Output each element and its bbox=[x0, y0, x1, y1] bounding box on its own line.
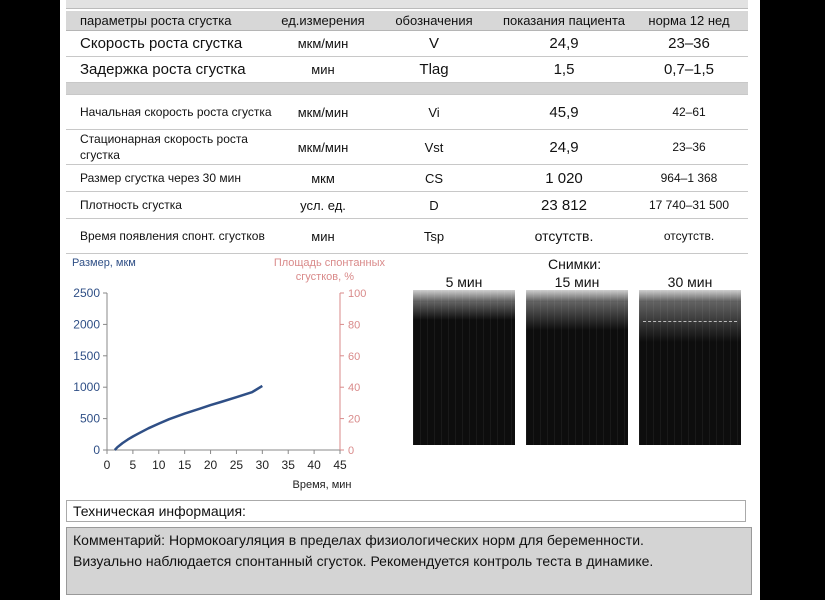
header-symbol: обозначения bbox=[370, 11, 498, 31]
param-unit: мкм bbox=[276, 165, 370, 192]
y-tick-label: 0 bbox=[93, 443, 100, 457]
param-symbol: Vst bbox=[370, 130, 498, 165]
table-row bbox=[66, 57, 748, 83]
table-separator bbox=[66, 83, 748, 95]
x-tick-label: 0 bbox=[103, 458, 111, 472]
table-row bbox=[66, 165, 748, 192]
param-name: Размер сгустка через 30 мин bbox=[66, 165, 276, 192]
param-norm: 42–61 bbox=[630, 95, 748, 130]
param-name: Стационарная скорость роста сгустка bbox=[66, 130, 276, 165]
param-unit: мин bbox=[276, 219, 370, 254]
table-row bbox=[66, 219, 748, 254]
y-axis-label: Размер, мкм bbox=[72, 257, 136, 269]
table-row bbox=[66, 31, 748, 57]
series-line bbox=[115, 386, 262, 450]
y2-tick-label: 20 bbox=[348, 413, 361, 426]
snapshot-image-30 bbox=[639, 290, 741, 445]
param-name: Скорость роста сгустка bbox=[66, 31, 276, 57]
param-name: Начальная скорость роста сгустка bbox=[66, 95, 276, 130]
y2-tick-label: 80 bbox=[348, 319, 361, 332]
param-name: Время появления спонт. сгустков bbox=[66, 219, 276, 254]
params-table bbox=[66, 11, 748, 254]
y2-axis-label-line1: Площадь спонтанных bbox=[273, 257, 385, 269]
snapshot-label-30: 30 мин bbox=[667, 274, 713, 290]
table-row bbox=[66, 192, 748, 219]
chart-svg bbox=[60, 250, 390, 495]
param-norm: 23–36 bbox=[630, 31, 748, 57]
param-unit: мкм/мин bbox=[276, 130, 370, 165]
top-strip bbox=[66, 0, 748, 9]
header-unit: ед.измерения bbox=[276, 11, 370, 31]
param-norm: 0,7–1,5 bbox=[630, 57, 748, 83]
y-tick-label: 2000 bbox=[73, 317, 100, 332]
param-symbol: Vi bbox=[370, 95, 498, 130]
y2-tick-label: 40 bbox=[348, 382, 361, 395]
x-tick-label: 15 bbox=[177, 458, 192, 472]
x-tick-label: 5 bbox=[129, 458, 137, 472]
header-norm: норма 12 нед bbox=[630, 11, 748, 31]
table-header-row bbox=[66, 11, 748, 31]
param-symbol: Tsp bbox=[370, 219, 498, 254]
param-symbol: D bbox=[370, 192, 498, 219]
param-value: 1 020 bbox=[498, 165, 630, 192]
y-tick-label: 2500 bbox=[73, 286, 100, 300]
report-page bbox=[60, 0, 760, 600]
param-unit: усл. ед. bbox=[276, 192, 370, 219]
header-param: параметры роста сгустка bbox=[66, 11, 276, 31]
x-tick-label: 20 bbox=[203, 458, 218, 472]
snapshots-title: Снимки: bbox=[548, 256, 602, 272]
snapshot-image-15 bbox=[526, 290, 628, 445]
param-unit: мин bbox=[276, 57, 370, 83]
x-tick-label: 45 bbox=[333, 458, 347, 472]
param-value: 1,5 bbox=[498, 57, 630, 83]
param-value: 45,9 bbox=[498, 95, 630, 130]
param-unit: мкм/мин bbox=[276, 95, 370, 130]
x-tick-label: 35 bbox=[281, 458, 295, 472]
y-tick-label: 1000 bbox=[73, 380, 100, 395]
param-norm: отсутств. bbox=[630, 219, 748, 254]
snapshot-image-5 bbox=[413, 290, 515, 445]
tech-info: Техническая информация: bbox=[66, 500, 746, 522]
x-tick-label: 40 bbox=[307, 458, 321, 472]
y2-tick-label: 60 bbox=[348, 350, 361, 363]
table-row bbox=[66, 130, 748, 165]
x-tick-label: 10 bbox=[152, 458, 166, 472]
y2-axis-label-line2: сгустков, % bbox=[295, 271, 354, 283]
param-norm: 23–36 bbox=[630, 130, 748, 165]
y2-tick-label: 100 bbox=[348, 288, 367, 300]
comment-box bbox=[66, 527, 752, 595]
clot-growth-chart bbox=[60, 250, 390, 495]
param-symbol: CS bbox=[370, 165, 498, 192]
param-value: 23 812 bbox=[498, 192, 630, 219]
x-axis-label: Время, мин bbox=[292, 479, 352, 491]
param-value: 24,9 bbox=[498, 130, 630, 165]
comment-line-2: Визуально наблюдается спонтанный сгусток. Рекомендуется контроль теста в динамике. bbox=[73, 553, 654, 569]
comment-line-1: Комментарий: Нормокоагуляция в пределах физиологических норм для беременности. bbox=[73, 532, 644, 548]
param-name: Плотность сгустка bbox=[66, 192, 276, 219]
y-tick-label: 1500 bbox=[73, 348, 100, 363]
x-tick-label: 30 bbox=[255, 458, 270, 472]
param-norm: 964–1 368 bbox=[630, 165, 748, 192]
snapshot-label-15: 15 мин bbox=[554, 274, 600, 290]
param-name: Задержка роста сгустка bbox=[66, 57, 276, 83]
param-value: 24,9 bbox=[498, 31, 630, 57]
param-unit: мкм/мин bbox=[276, 31, 370, 57]
param-norm: 17 740–31 500 bbox=[630, 192, 748, 219]
param-symbol: V bbox=[370, 31, 498, 57]
y-tick-label: 500 bbox=[79, 411, 100, 426]
header-value: показания пациента bbox=[498, 11, 630, 31]
param-value: отсутств. bbox=[498, 219, 630, 254]
param-symbol: Tlag bbox=[370, 57, 498, 83]
x-tick-label: 25 bbox=[229, 458, 244, 472]
y2-tick-label: 0 bbox=[348, 445, 355, 457]
table-row bbox=[66, 95, 748, 130]
snapshot-label-5: 5 мин bbox=[445, 274, 483, 290]
